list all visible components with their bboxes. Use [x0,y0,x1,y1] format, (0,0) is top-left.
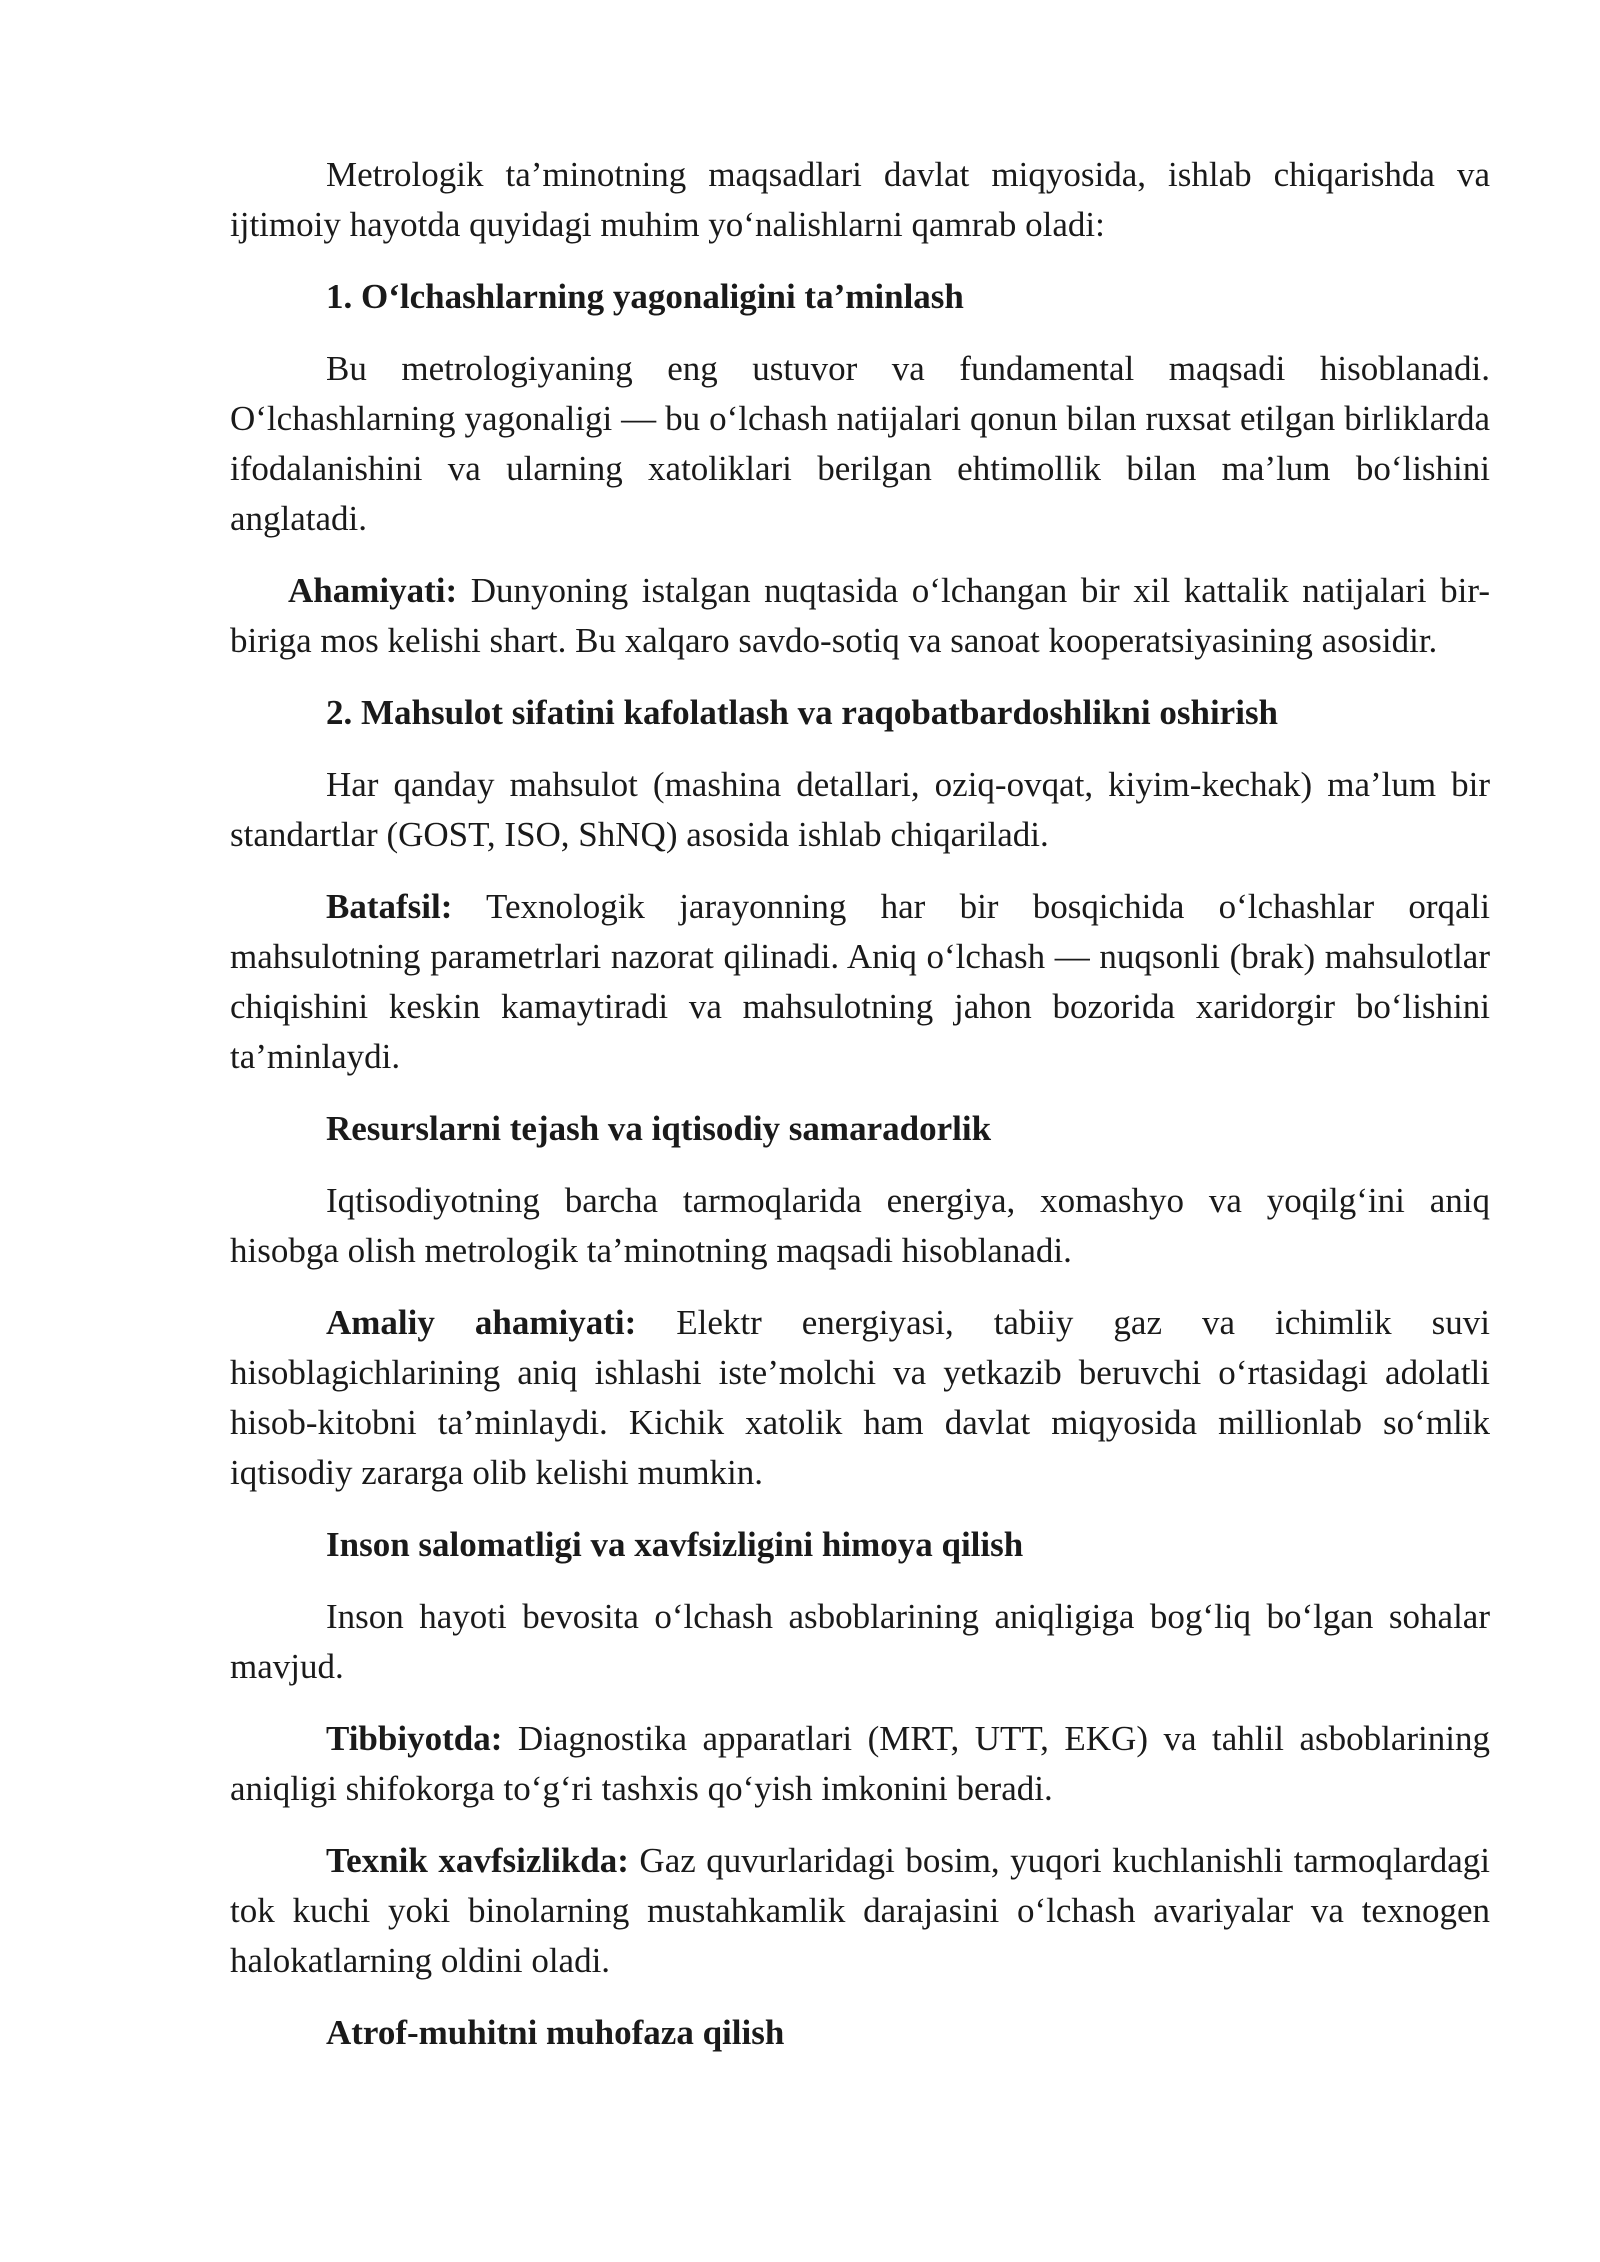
heading-environment: Atrof-muhitni muhofaza qilish [326,2013,785,2052]
paragraph-importance [230,566,1490,666]
text-details: Texnologik jarayonning har bir bosqichida o‘lchashlar orqali mahsulotning parametrlari nazorat qilinadi. Aniq o‘lchash — nuqsonli (brak) mahsulotlar chiqishini keskin kamaytiradi va mahsulotning jahon bozorida xaridorgir bo‘lishini ta’minlaydi. [230,887,1490,1076]
label-importance: Ahamiyati: [288,571,458,610]
paragraph-medicine [230,1714,1490,1814]
text-importance: Dunyoning istalgan nuqtasida o‘lchangan bir xil kattalik natijalari bir-biriga mos kelishi shart. Bu xalqaro savdo-sotiq va sanoat kooperatsiyasining asosidir. [230,571,1490,660]
document-body [230,150,1490,2080]
text-practical-importance: Elektr energiyasi, tabiiy gaz va ichimlik suvi hisoblagichlarining aniq ishlashi iste’molchi va yetkazib beruvchi o‘rtasidagi adolatli hisob-kitobni ta’minlaydi. Kichik xatolik ham davlat miqyosida millionlab so‘mlik iqtisodiy zararga olib kelishi mumkin. [230,1303,1490,1492]
label-practical-importance: Amaliy ahamiyati: [326,1303,637,1342]
paragraph-intro: Metrologik ta’minotning maqsadlari davlat miqyosida, ishlab chiqarishda va ijtimoiy hayotda quyidagi muhim yo‘nalishlarni qamrab oladi: [230,155,1490,244]
label-technical-safety: Texnik xavfsizlikda: [326,1841,629,1880]
paragraph-resource-accounting: Iqtisodiyotning barcha tarmoqlarida energiya, xomashyo va yoqilg‘ini aniq hisobga olish metrologik ta’minotning maqsadi hisoblanadi. [230,1181,1490,1270]
paragraph-details [230,882,1490,1082]
heading-health-safety: Inson salomatligi va xavfsizligini himoya qilish [326,1525,1024,1564]
text-technical-safety: Gaz quvurlaridagi bosim, yuqori kuchlanishli tarmoqlardagi tok kuchi yoki binolarning mustahkamlik darajasini o‘lchash avariyalar va texnogen halokatlarning oldini oladi. [230,1841,1490,1980]
paragraph-technical-safety [230,1836,1490,1986]
paragraph-practical-importance [230,1298,1490,1498]
heading-product-quality: 2. Mahsulot sifatini kafolatlash va raqobatbardoshlikni oshirish [326,693,1279,732]
paragraph-life-dependency: Inson hayoti bevosita o‘lchash asboblarining aniqligiga bog‘liq bo‘lgan sohalar mavjud. [230,1597,1490,1686]
label-details: Batafsil: [326,887,453,926]
label-medicine: Tibbiyotda: [326,1719,503,1758]
paragraph-standards: Har qanday mahsulot (mashina detallari, oziq-ovqat, kiyim-kechak) ma’lum bir standartlar (GOST, ISO, ShNQ) asosida ishlab chiqariladi. [230,765,1490,854]
heading-unity-of-measurements: 1. O‘lchashlarning yagonaligini ta’minlash [326,277,964,316]
text-medicine: Diagnostika apparatlari (MRT, UTT, EKG) va tahlil asboblarining aniqligi shifokorga to‘g‘ri tashxis qo‘yish imkonini beradi. [230,1719,1490,1808]
paragraph-unity-definition: Bu metrologiyaning eng ustuvor va fundamental maqsadi hisoblanadi. O‘lchashlarning yagonaligi — bu o‘lchash natijalari qonun bilan ruxsat etilgan birliklarda ifodalanishini va ularning xatoliklari berilgan ehtimollik bilan ma’lum bo‘lishini anglatadi. [230,349,1490,538]
heading-resource-saving: Resurslarni tejash va iqtisodiy samaradorlik [326,1109,992,1148]
